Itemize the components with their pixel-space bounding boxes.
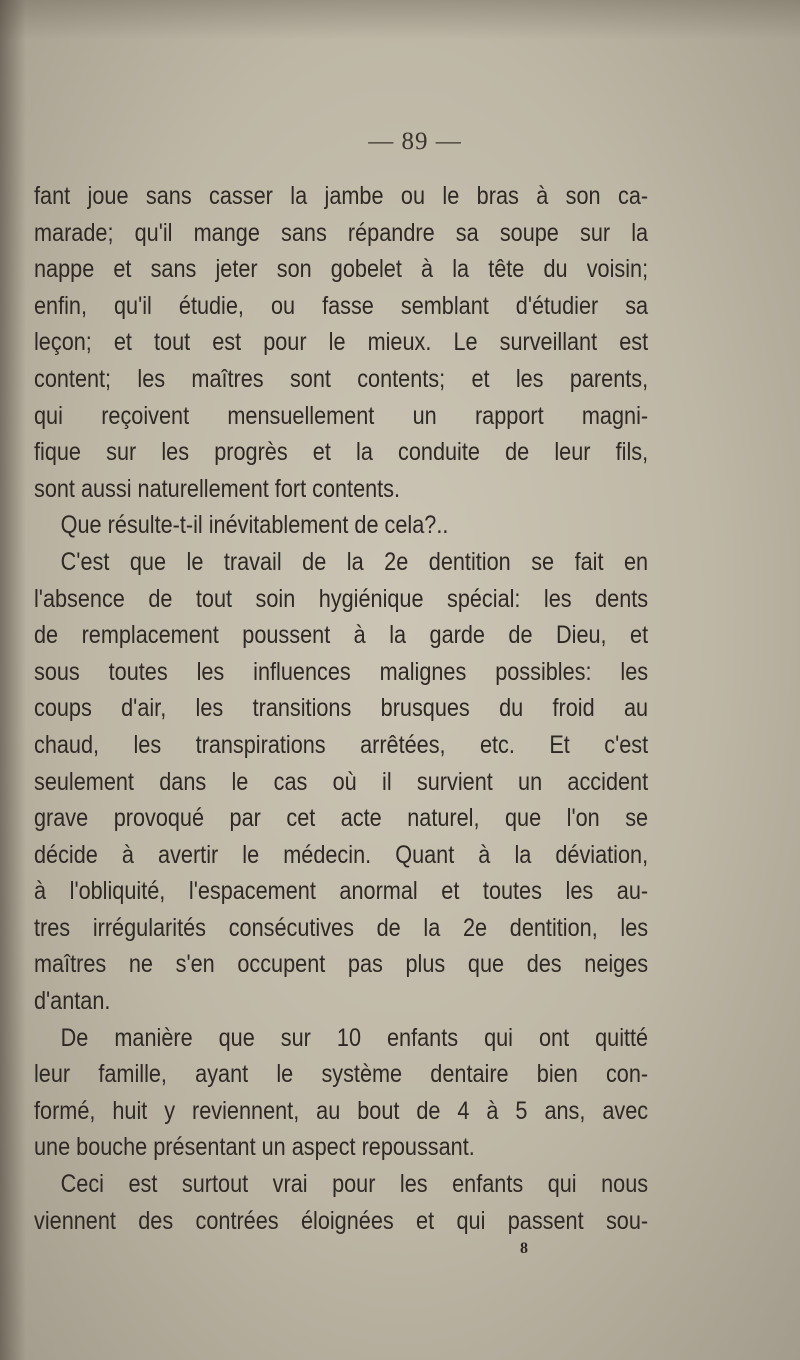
text-line: nappe et sans jeter son gobelet à la tête du voisin; [34, 255, 649, 284]
text-line: fant joue sans casser la jambe ou le bras à son ca- [34, 182, 649, 210]
text-line: qui reçoivent mensuellement un rapport magni- [34, 401, 649, 430]
text-line: chaud, les transpirations arrêtées, etc. Et c'est [34, 730, 649, 759]
text-line: grave provoqué par cet acte naturel, que l'on se [34, 804, 649, 833]
text-line: sous toutes les influences malignes possibles: les [34, 657, 649, 686]
text-line: Que résulte-t-il inévitablement de cela?.. [60, 511, 449, 540]
text-line: d'antan. [34, 987, 111, 1016]
text-line: tres irrégularités consécutives de la 2e dentition, les [34, 913, 649, 942]
page-number: — 89 — [368, 128, 462, 155]
text-line: leur famille, ayant le système dentaire bien con- [34, 1060, 649, 1089]
text-line: de remplacement poussent à la garde de Dieu, et [34, 621, 649, 650]
text-line: l'absence de tout soin hygiénique spécial: les dents [34, 584, 649, 613]
page-gutter-shadow [0, 0, 26, 1360]
text-line: C'est que le travail de la 2e dentition se fait en [60, 547, 649, 576]
text-line: Ceci est surtout vrai pour les enfants qui nous [60, 1170, 649, 1199]
body-text [34, 178, 648, 1239]
signature-mark: 8 [520, 1240, 528, 1257]
text-line: viennent des contrées éloignées et qui passent sou- [34, 1206, 649, 1235]
text-line: fique sur les progrès et la conduite de leur fils, [34, 438, 649, 467]
text-line: De manière que sur 10 enfants qui ont quitté [60, 1023, 649, 1052]
page-top-shadow [0, 0, 800, 40]
text-line: sont aussi naturellement fort contents. [34, 474, 401, 503]
text-line: coups d'air, les transitions brusques du froid au [34, 694, 649, 723]
text-line: enfin, qu'il étudie, ou fasse semblant d'étudier sa [34, 291, 649, 320]
text-line: une bouche présentant un aspect repoussant. [34, 1133, 475, 1162]
text-line: marade; qu'il mange sans répandre sa soupe sur la [34, 218, 649, 247]
text-line: content; les maîtres sont contents; et les parents, [34, 364, 649, 393]
text-line: à l'obliquité, l'espacement anormal et toutes les au- [34, 877, 649, 906]
text-line: leçon; et tout est pour le mieux. Le surveillant est [34, 328, 649, 357]
text-line: décide à avertir le médecin. Quant à la déviation, [34, 840, 649, 869]
text-line: formé, huit y reviennent, au bout de 4 à 5 ans, avec [34, 1096, 649, 1125]
text-line: seulement dans le cas où il survient un accident [34, 767, 649, 796]
text-line: maîtres ne s'en occupent pas plus que des neiges [34, 950, 649, 979]
